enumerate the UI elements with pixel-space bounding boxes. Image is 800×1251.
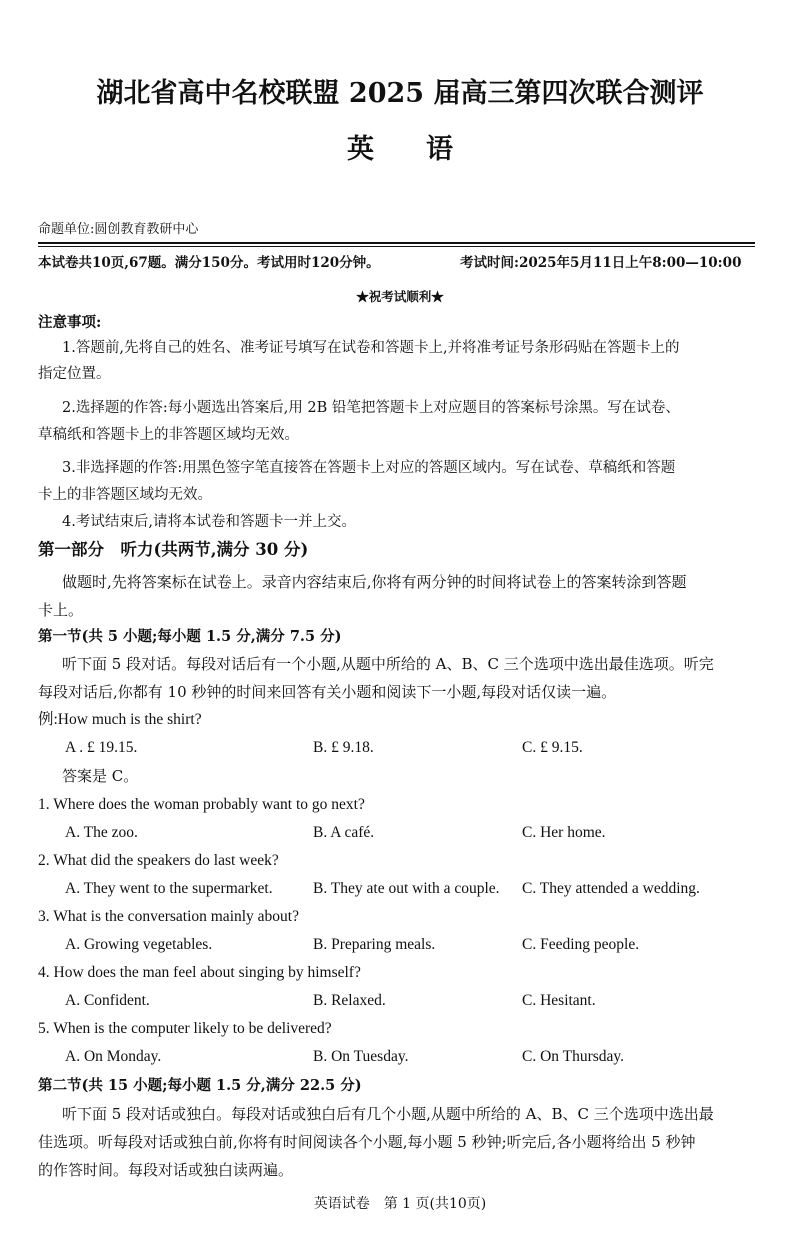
divider-thin: [38, 246, 755, 247]
question-4-option-a: A. Confident.: [65, 992, 150, 1009]
author-line: 命题单位:圆创教育教研中心: [38, 222, 199, 237]
note-line: 草稿纸和答题卡上的非答题区域均无效。: [38, 427, 299, 443]
question-5: 5. When is the computer likely to be delivered?: [38, 1020, 332, 1037]
question-3-option-c: C. Feeding people.: [522, 936, 640, 953]
note-line: 卡上的非答题区域均无效。: [38, 487, 212, 503]
question-3-option-a: A. Growing vegetables.: [65, 936, 213, 953]
question-3-option-b: B. Preparing meals.: [313, 936, 436, 953]
question-5-option-b: B. On Tuesday.: [313, 1048, 409, 1065]
question-2: 2. What did the speakers do last week?: [38, 852, 279, 869]
exam-time: 考试时间:2025年5月11日上午8:00—10:00: [460, 255, 742, 271]
section2-intro: 听下面 5 段对话或独白。每段对话或独白后有几个小题,从题中所给的 A、B、C 三个选项中选出最: [62, 1105, 714, 1123]
example-answer: 答案是 C。: [62, 767, 139, 785]
question-2-option-a: A. They went to the supermarket.: [65, 880, 273, 897]
question-1-option-c: C. Her home.: [522, 824, 606, 841]
part1-heading: 第一部分 听力(共两节,满分 30 分): [38, 540, 309, 559]
question-4-option-b: B. Relaxed.: [313, 992, 386, 1009]
note-line: 1.答题前,先将自己的姓名、准考证号填写在试卷和答题卡上,并将准考证号条形码贴在答题卡上的: [62, 340, 680, 356]
note-line: 指定位置。: [38, 366, 111, 382]
notes-heading: 注意事项:: [38, 314, 102, 331]
part1-intro: 卡上。: [38, 601, 84, 619]
question-2-option-c: C. They attended a wedding.: [522, 880, 700, 897]
question-5-option-a: A. On Monday.: [65, 1048, 162, 1065]
question-1-option-b: B. A café.: [313, 824, 375, 841]
example-option-c: C. £ 9.15.: [522, 739, 583, 756]
example-option-a: A . £ 19.15.: [65, 739, 138, 756]
part1-intro: 做题时,先将答案标在试卷上。录音内容结束后,你将有两分钟的时间将试卷上的答案转涂到答题: [62, 573, 687, 591]
page-footer: 英语试卷 第 1 页(共10页): [313, 1196, 487, 1212]
exam-info: 本试卷共10页,67题。满分150分。考试用时120分钟。: [38, 255, 380, 271]
subject-title: 英语: [347, 134, 505, 165]
question-1: 1. Where does the woman probably want to go next?: [38, 796, 365, 813]
exam-title: 湖北省高中名校联盟 2025 届高三第四次联合测评: [96, 78, 704, 109]
question-4: 4. How does the man feel about singing by himself?: [38, 964, 361, 981]
section2-intro: 佳选项。听每段对话或独白前,你将有时间阅读各个小题,每小题 5 秒钟;听完后,各小题将给出 5 秒钟: [38, 1133, 696, 1151]
question-3: 3. What is the conversation mainly about?: [38, 908, 299, 925]
section2-intro: 的作答时间。每段对话或独白读两遍。: [38, 1161, 294, 1179]
section1-intro: 每段对话后,你都有 10 秒钟的时间来回答有关小题和阅读下一小题,每段对话仅读一遍。: [38, 683, 617, 701]
note-line: 2.选择题的作答:每小题选出答案后,用 2B 铅笔把答题卡上对应题目的答案标号涂黑。写在试卷、: [62, 400, 680, 416]
example-option-b: B. £ 9.18.: [313, 739, 374, 756]
note-line: 4.考试结束后,请将本试卷和答题卡一并上交。: [62, 514, 356, 530]
section1-intro: 听下面 5 段对话。每段对话后有一个小题,从题中所给的 A、B、C 三个选项中选出最佳选项。听完: [62, 655, 714, 673]
section2-heading: 第二节(共 15 小题;每小题 1.5 分,满分 22.5 分): [38, 1077, 362, 1094]
example-question: 例:How much is the shirt?: [38, 711, 202, 728]
section1-heading: 第一节(共 5 小题;每小题 1.5 分,满分 7.5 分): [38, 628, 342, 645]
note-line: 3.非选择题的作答:用黑色签字笔直接答在答题卡上对应的答题区域内。写在试卷、草稿纸和答题: [62, 460, 676, 476]
question-1-option-a: A. The zoo.: [65, 824, 138, 841]
question-4-option-c: C. Hesitant.: [522, 992, 596, 1009]
divider-thick: [38, 242, 755, 244]
wish-line: ★祝考试顺利★: [356, 289, 444, 304]
question-5-option-c: C. On Thursday.: [522, 1048, 625, 1065]
question-2-option-b: B. They ate out with a couple.: [313, 880, 500, 897]
